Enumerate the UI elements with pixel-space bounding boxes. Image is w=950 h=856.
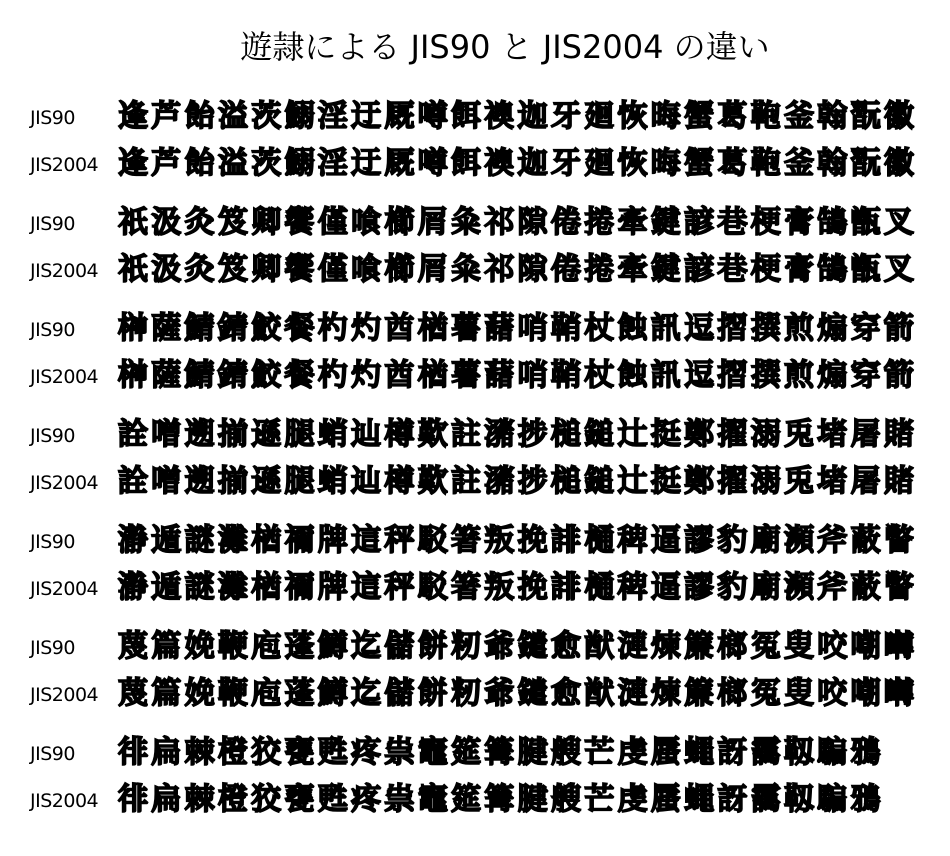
row-label: JIS90 bbox=[30, 531, 75, 553]
row-jis90 bbox=[0, 625, 950, 677]
row-jis2004 bbox=[0, 778, 950, 830]
glyph-sequence: 逢芦飴溢茨鰯淫迂厩噂餌襖迦牙廻恢晦蟹葛鞄釜翰翫徽 bbox=[118, 146, 918, 181]
comparison-group-7 bbox=[0, 731, 950, 837]
glyph-sequence: 瀞遁謎灘楢禰牌這秤駁箸叛挽誹樋稗逼謬豹廟瀕斧蔽瞥 bbox=[118, 570, 918, 605]
row-jis90 bbox=[0, 519, 950, 571]
row-label: JIS90 bbox=[30, 107, 75, 129]
row-jis90 bbox=[0, 731, 950, 783]
glyph-sequence: 祇汲灸笈卿饗僅喰櫛屑粂祁隙倦捲牽鍵諺巷梗膏鵠甑叉 bbox=[118, 252, 918, 287]
row-label: JIS90 bbox=[30, 213, 75, 235]
row-jis2004 bbox=[0, 248, 950, 300]
comparison-group-4 bbox=[0, 413, 950, 519]
row-label: JIS2004 bbox=[30, 366, 99, 388]
glyph-sequence: 瀞遁謎灘楢禰牌這秤駁箸叛挽誹樋稗逼謬豹廟瀕斧蔽瞥 bbox=[118, 523, 918, 558]
row-label: JIS90 bbox=[30, 637, 75, 659]
row-label: JIS90 bbox=[30, 425, 75, 447]
glyph-sequence: 蔑篇娩鞭庖蓬鱒迄儲餅籾爺鑓愈猷漣煉簾榔冤叟咬嘲囀 bbox=[118, 629, 918, 664]
row-label: JIS2004 bbox=[30, 260, 99, 282]
glyph-sequence: 逢芦飴溢茨鰯淫迂厩噂餌襖迦牙廻恢晦蟹葛鞄釜翰翫徽 bbox=[118, 99, 918, 134]
row-jis90 bbox=[0, 413, 950, 465]
page-title: 遊隷による JIS90 と JIS2004 の違い bbox=[240, 28, 770, 66]
comparison-table bbox=[0, 95, 950, 837]
comparison-group-5 bbox=[0, 519, 950, 625]
glyph-sequence: 詮噌遡揃遜腿蛸辿樽歎註瀦捗槌鎚辻挺鄭擢溺兎堵屠賭 bbox=[118, 417, 918, 452]
row-jis90 bbox=[0, 95, 950, 147]
comparison-group-1 bbox=[0, 95, 950, 201]
row-label: JIS2004 bbox=[30, 154, 99, 176]
comparison-group-6 bbox=[0, 625, 950, 731]
glyph-sequence: 徘扁棘橙狡甕甦疼祟竈筵篝腱艘芒虔蜃蠅訝靄靱騙鴉 bbox=[118, 735, 884, 770]
row-label: JIS90 bbox=[30, 319, 75, 341]
row-label: JIS2004 bbox=[30, 472, 99, 494]
row-jis2004 bbox=[0, 672, 950, 724]
row-jis2004 bbox=[0, 354, 950, 406]
glyph-sequence: 祇汲灸笈卿饗僅喰櫛屑粂祁隙倦捲牽鍵諺巷梗膏鵠甑叉 bbox=[118, 205, 918, 240]
row-label: JIS2004 bbox=[30, 684, 99, 706]
row-jis2004 bbox=[0, 460, 950, 512]
row-jis90 bbox=[0, 201, 950, 253]
row-label: JIS2004 bbox=[30, 578, 99, 600]
glyph-sequence: 徘扁棘橙狡甕甦疼祟竈筵篝腱艘芒虔蜃蠅訝靄靱騙鴉 bbox=[118, 782, 884, 817]
glyph-sequence: 詮噌遡揃遜腿蛸辿樽歎註瀦捗槌鎚辻挺鄭擢溺兎堵屠賭 bbox=[118, 464, 918, 499]
glyph-sequence: 榊薩鯖錆鮫餐杓灼酋楢薯藷哨鞘杖蝕訊逗摺撰煎煽穿箭 bbox=[118, 358, 918, 393]
row-label: JIS2004 bbox=[30, 790, 99, 812]
row-jis2004 bbox=[0, 566, 950, 618]
comparison-group-2 bbox=[0, 201, 950, 307]
glyph-sequence: 蔑篇娩鞭庖蓬鱒迄儲餅籾爺鑓愈猷漣煉簾榔冤叟咬嘲囀 bbox=[118, 676, 918, 711]
row-label: JIS90 bbox=[30, 743, 75, 765]
comparison-group-3 bbox=[0, 307, 950, 413]
row-jis90 bbox=[0, 307, 950, 359]
row-jis2004 bbox=[0, 142, 950, 194]
glyph-sequence: 榊薩鯖錆鮫餐杓灼酋楢薯藷哨鞘杖蝕訊逗摺撰煎煽穿箭 bbox=[118, 311, 918, 346]
